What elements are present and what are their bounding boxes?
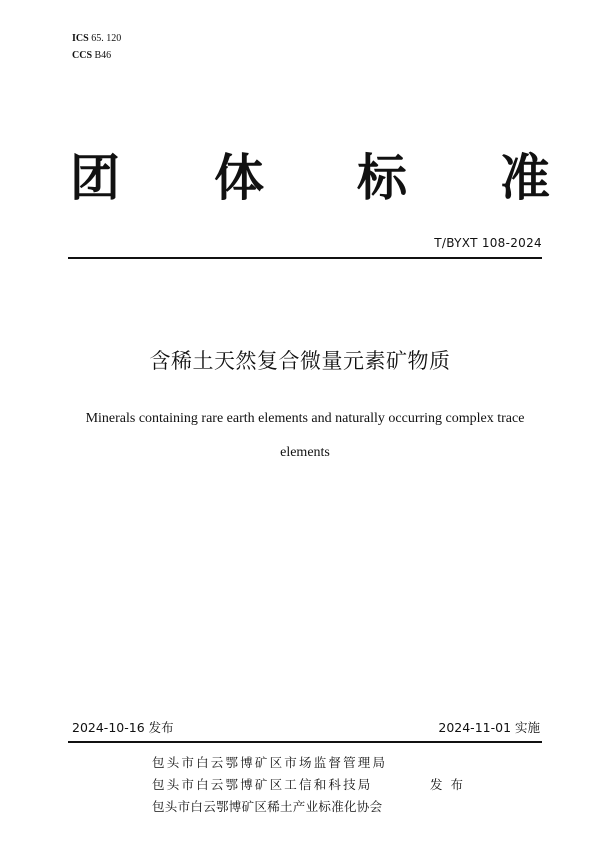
top-divider — [68, 257, 542, 259]
heading-char-2: 体 — [214, 149, 264, 207]
ics-code — [72, 33, 121, 45]
ccs-label: CCS — [72, 50, 93, 61]
ics-value: 65. 120 — [91, 33, 122, 44]
ccs-value: B46 — [94, 50, 112, 61]
bottom-divider — [68, 741, 542, 743]
issuer-rare-earth-association: 包头市白云鄂博矿区稀土产业标准化协会 — [152, 799, 383, 814]
implement-date: 2024-11-01 实施 — [438, 720, 540, 735]
ccs-code — [72, 50, 111, 62]
issue-date: 2024-10-16 发布 — [72, 720, 174, 735]
ics-label: ICS — [72, 33, 89, 44]
heading-char-1: 团 — [70, 149, 120, 207]
publish-label: 发 布 — [430, 777, 465, 792]
issuer-market-regulation: 包头市白云鄂博矿区市场监督管理局 — [152, 755, 388, 770]
issuer-industry-technology: 包头市白云鄂博矿区工信和科技局 — [152, 777, 373, 792]
heading-char-3: 标 — [357, 149, 407, 207]
standard-number: T/BYXT 108-2024 — [434, 236, 542, 250]
title-english: Minerals containing rare earth elements and naturally occurring complex trace elements — [85, 411, 525, 460]
heading-char-4: 准 — [500, 149, 550, 207]
title-chinese: 含稀土天然复合微量元素矿物质 — [149, 349, 451, 373]
